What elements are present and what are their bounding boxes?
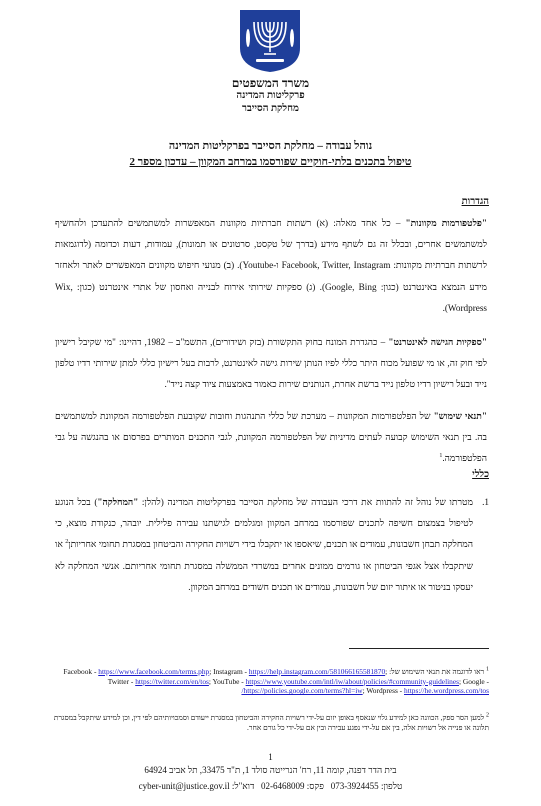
definition-terms-of-use [55, 406, 487, 470]
footnote-2 [52, 713, 489, 732]
google-terms-link[interactable]: https://policies.google.com/terms?hl=iw [243, 686, 363, 696]
office-name: פרקליטות המדינה [236, 90, 305, 101]
definition-text: – כל אחד מאלה: (א) רשתות חברתיות מקוונות המאפשרות למשתמשים להתעדכן ולהחשיף למשתמשים אחרים, ובכלל זה גם לשתף מידע (בדרך של טקסט, סרטונים או תמונות), עמודות, דעות וכדומה (לדוגמאות לרשתות חברתיות מקוונות: Facebook, Twitter, Instagram ו-Youtube). (ב) מנועי חיפוש מקוונים המאפשרים לאתר ולאחזר מידע הנמצא באינטרנט (כגון: Google, Bing). (ג) ספקיות שירותי אירוח לבנייה ואחסון של אתרי אינטרנט (כגון: Wix, Wordpress). [55, 218, 487, 313]
definition-term: "תנאי שימוש" [433, 411, 487, 421]
email-address[interactable]: cyber-unit@justice.gov.il [138, 781, 230, 791]
state-emblem-menorah-icon [236, 8, 304, 74]
footer-contact [0, 781, 541, 791]
document-subtitle: טיפול בתכנים בלתי-חוקיים שפורסמו במרחב המקוון – עדכון מספר 2 [129, 156, 412, 168]
footnote-ref-1[interactable]: 1 [439, 453, 443, 460]
fax-label: פקס: [306, 781, 324, 791]
footnote-ref-2[interactable]: 2 [65, 539, 69, 546]
footer-address: בית הדר דפנה, קומה 11, רח' הנרייטה סולד 1, ת"ד 33475, תל אביב 64924 [144, 765, 397, 775]
twitter-terms-link[interactable]: https://twitter.com/en/tos [135, 676, 209, 686]
list-item-number: 1. [482, 497, 489, 507]
document-title: נוהל עבודה – מחלקת הסייבר בפרקליטות המדינה [168, 140, 373, 152]
footnote-label: ; YouTube - [208, 676, 246, 686]
footnote-text: ראו לדוגמה את תנאי השימוש של: [387, 667, 485, 676]
ministry-name: משרד המשפטים [231, 76, 310, 90]
footnote-label: ; Instagram - [209, 667, 249, 676]
wordpress-terms-link[interactable]: https://he.wordpress.com/tos/ [241, 686, 489, 696]
general-heading: כללי [472, 469, 489, 480]
page-number: 1 [268, 752, 273, 762]
footnote-separator [349, 648, 489, 649]
facebook-terms-link[interactable]: https://www.facebook.com/terms.php [98, 667, 210, 676]
footnote-label: ; Wordpress - [362, 686, 404, 696]
email-label: דוא"ל: [231, 781, 255, 791]
footnote-mark: 2 [486, 712, 489, 719]
footnote-1 [52, 667, 489, 696]
definition-internet-access-providers [55, 332, 487, 396]
item-text: מטרתו של נוהל זה להתוות את דרכי העבודה של מחלקת הסייבר בפרקליטות המדינה (להלן: [138, 497, 473, 507]
definition-online-platforms [55, 213, 487, 319]
definition-term: "פלטפורמות מקוונות" [405, 218, 487, 228]
definition-term: "ספקיות הגישה לאינטרנט" [388, 337, 487, 347]
instagram-terms-link[interactable]: https://help.instagram.com/581066165581870 [248, 667, 386, 676]
phone-number: 073-3924455 [330, 781, 379, 791]
definition-text: – כהגדרת המונח בחוק התקשורת (בזק ושידורים), התשמ"ב – 1982, דהיינו: "מי שקיבל רישיון לפי חוק זה, או מי שפועל מכוח היתר כללי לפיו הנותן שירות גישה לאינטרנט, לרבות בעל רישיון כללי למתן שירותי רדיו טלפון נייד ובעל רישיון רדיו טלפון נייד ברשת אחרת, הנותנים שירות כאמור באמצעות ציוד קצה נייד". [55, 337, 487, 390]
fax-number: 02-6468009 [261, 781, 305, 791]
footnote-label: ; Google - [459, 676, 489, 686]
footnote-label: Facebook - [63, 667, 99, 676]
item-term: "המחלקה" [97, 497, 139, 507]
footnote-mark: 1 [486, 666, 489, 673]
footnote-label: ; Twitter - [107, 667, 388, 686]
department-name: מחלקת הסייבר [242, 103, 299, 114]
item-text: או שיתקבלו אצל אגפי הביטחון או גורמים ממונים אחרים במשרדי הממשלה במסגרת תחומי אחריותם. אנשי המחלקה לא יעסקו בניטור או איתור יזום של חשבונות, עמודים או תכנים חשודים במרחב המקוון. [55, 539, 473, 592]
youtube-guidelines-link[interactable]: https://www.youtube.com/intl/iw/about/policies/#community-guidelines [245, 676, 460, 686]
footnote-text: למען הסר ספק, הכוונה כאן למידע גלוי שנאסף באופן יזום על-ידי רשויות החקירה והביטחון במסגרת ייעודם וסמכויותיהם לפי דין, וכן למידע שיתקבל במסגרת תלונה או פנייה אל רשויות אלה, בין אם על-ידי נפגע עבירה ובין אם על-ידי כל גורם אחר. [53, 713, 489, 732]
general-item-1 [55, 492, 473, 598]
item-text: ) בכל הנוגע לטיפול בצמצום חשיפה לתכנים שפורסמו במרחב המקוון ומגלמים לגישתנו עבירה פלילית. יובהר, כנקודת מוצא, כי המחלקה תבחן חשבונות, עמודים או תכנים, שיאספו או יתקבלו בידי רשויות החקירה והביטחון במסגרת תחומי אחריותן [55, 497, 473, 550]
phone-label: טלפון: [380, 781, 403, 791]
definition-text: של הפלטפורמות המקוונות – מערכת של כללי התנהגות וחובות שקובעת הפלטפורמה המקוונת למשתמשים בה. בין תנאי השימוש קבועה לעתים מדיניות של הפלטפורמה המקוונת, לגבי התכנים המותרים בפרסום או בהנגשה על גבי הפלטפורמה. [55, 411, 487, 464]
definitions-heading: הגדרות [461, 196, 489, 207]
